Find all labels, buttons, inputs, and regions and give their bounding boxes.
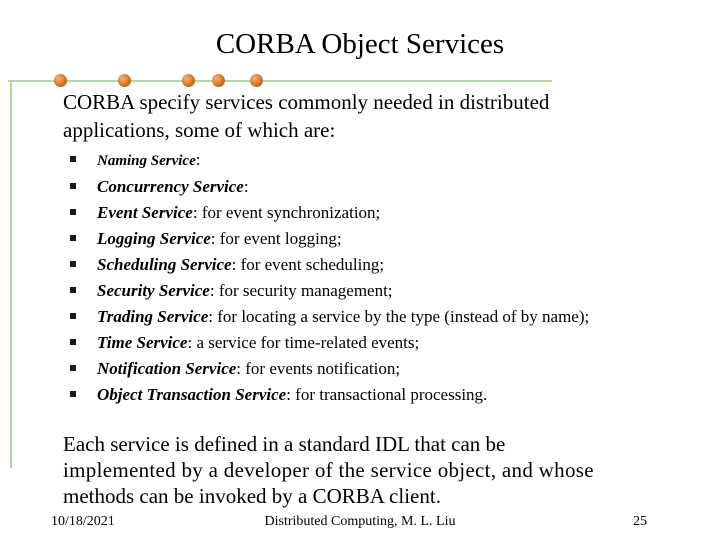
list-item — [70, 147, 670, 174]
bullet-square-icon — [70, 235, 76, 241]
decorative-dot-icon — [118, 74, 131, 87]
service-name: Object Transaction Service — [97, 385, 287, 404]
service-name: Notification Service — [97, 359, 237, 378]
service-name: Event Service — [97, 203, 193, 222]
bullet-square-icon — [70, 339, 76, 345]
decorative-dot-icon — [182, 74, 195, 87]
intro-line: applications, some of which are: — [63, 118, 336, 142]
service-desc: : — [195, 150, 201, 169]
bullet-square-icon — [70, 313, 76, 319]
decorative-dot-icon — [212, 74, 225, 87]
service-desc: : for locating a service by the type (instead of by name); — [208, 307, 590, 326]
list-item — [70, 356, 670, 382]
decorative-dot-icon — [54, 74, 67, 87]
service-name: Concurrency Service — [97, 177, 244, 196]
service-desc: : for events notification; — [236, 359, 401, 378]
service-desc: : for event logging; — [210, 229, 342, 248]
service-desc: : for event synchronization; — [192, 203, 381, 222]
service-desc: : for security management; — [209, 281, 393, 300]
bullet-square-icon — [70, 183, 76, 189]
service-name: Scheduling Service — [97, 255, 232, 274]
bullet-square-icon — [70, 156, 76, 162]
list-item — [70, 278, 670, 304]
bullet-square-icon — [70, 391, 76, 397]
service-desc: : for event scheduling; — [231, 255, 385, 274]
intro-line: CORBA specify services commonly needed in distributed — [63, 90, 550, 114]
service-desc: : — [243, 177, 249, 196]
service-desc: : a service for time-related events; — [187, 333, 420, 352]
outro-line: methods can be invoked by a CORBA client. — [63, 484, 441, 508]
service-desc: : for transactional processing. — [286, 385, 488, 404]
list-item — [70, 200, 670, 226]
title-rule-vertical — [10, 80, 12, 468]
list-item — [70, 174, 670, 200]
list-item — [70, 304, 670, 330]
service-name: Time Service — [97, 333, 188, 352]
footer-author: Distributed Computing, M. L. Liu — [264, 514, 456, 529]
page-number: 25 — [633, 514, 647, 529]
outro-paragraph — [63, 431, 713, 509]
bullet-square-icon — [70, 365, 76, 371]
outro-line: Each service is defined in a standard IDL that can be — [63, 432, 506, 456]
footer-date: 10/18/2021 — [51, 514, 115, 529]
service-name: Security Service — [97, 281, 210, 300]
slide-title: CORBA Object Services — [215, 28, 505, 60]
decorative-dot-icon — [250, 74, 263, 87]
outro-line: implemented by a developer of the service object, and whose — [63, 458, 594, 482]
bullet-square-icon — [70, 287, 76, 293]
bullet-square-icon — [70, 261, 76, 267]
service-name: Logging Service — [97, 229, 211, 248]
intro-paragraph — [63, 88, 663, 144]
list-item — [70, 382, 670, 408]
services-list — [70, 147, 670, 408]
bullet-square-icon — [70, 209, 76, 215]
list-item — [70, 330, 670, 356]
list-item — [70, 226, 670, 252]
service-name: Naming Service — [97, 153, 196, 169]
service-name: Trading Service — [97, 307, 209, 326]
list-item — [70, 252, 670, 278]
title-rule-horizontal — [8, 80, 552, 82]
